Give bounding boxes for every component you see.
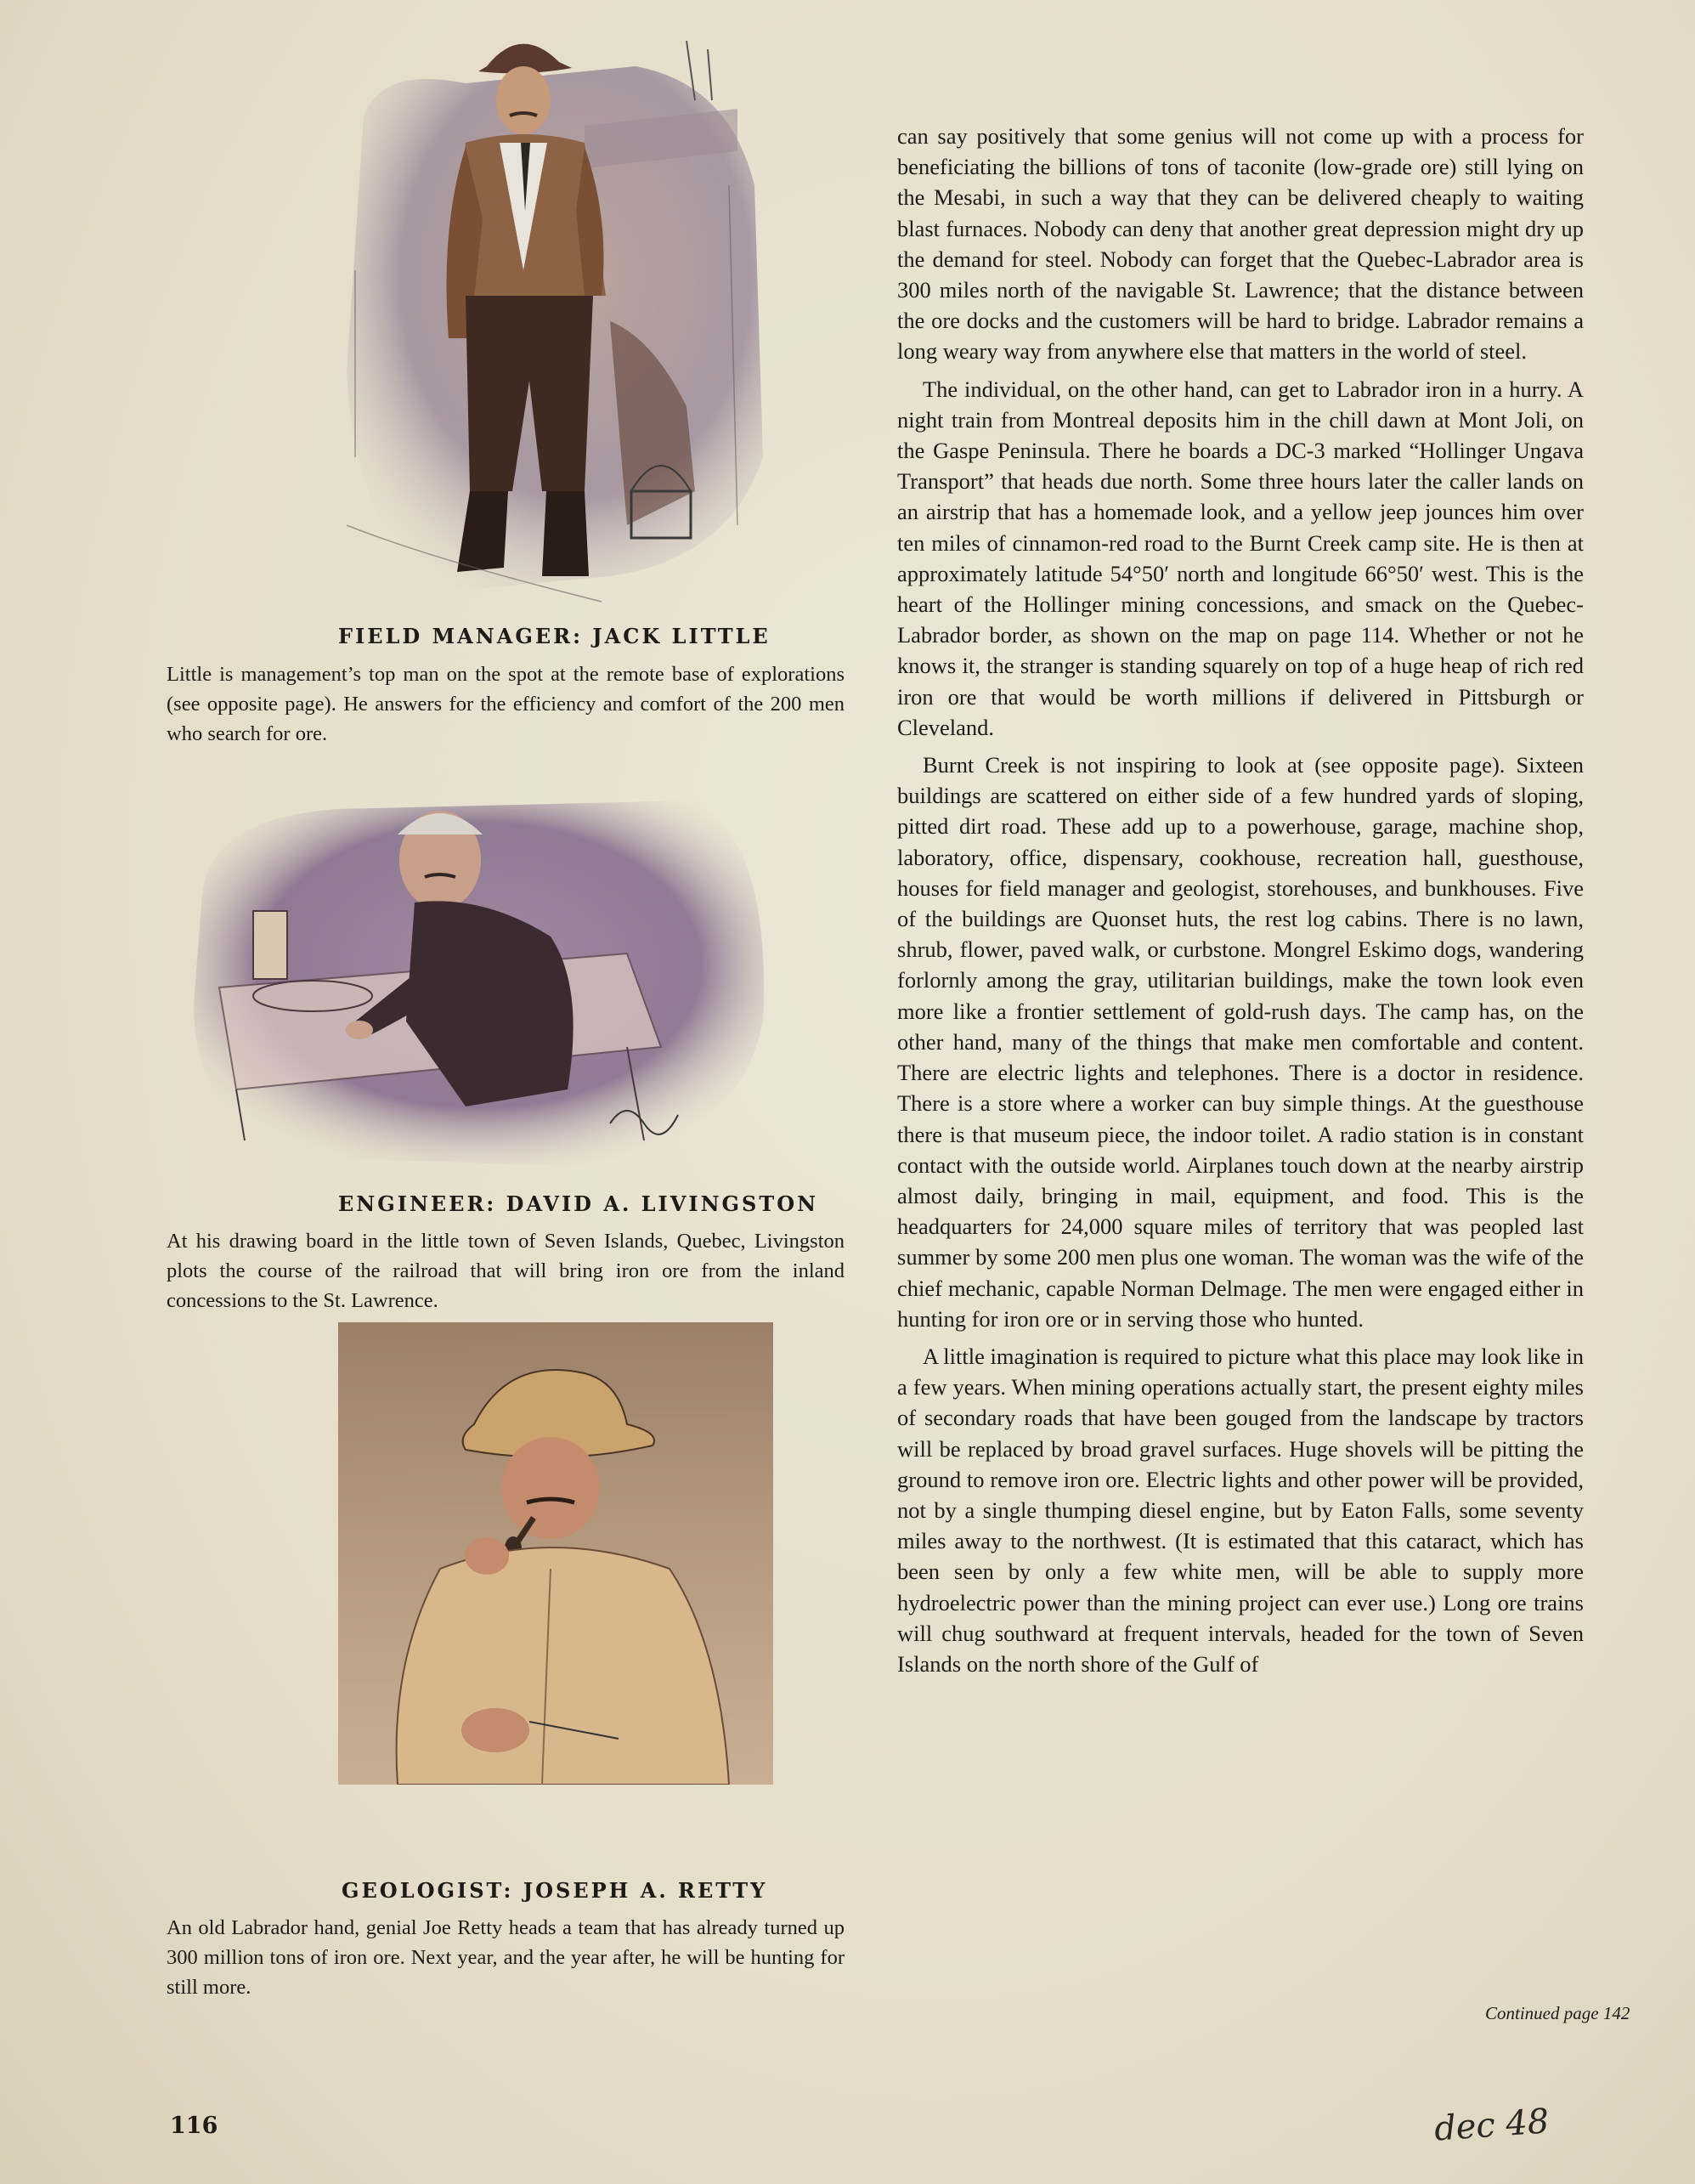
- illustration-engineer: [185, 767, 771, 1174]
- article-body: [897, 121, 1584, 1686]
- article-paragraph: The individual, on the other hand, can get to Labrador iron in a hurry. A night train from Montreal deposits him in the chill dawn at Mont Joli, on the Gaspe Peninsula. There he boards a DC-3 marked “Hollinger Ungava Transport” that heads due north. Some three hours later the caller lands on an airstrip that has a homemade look, and a yellow jeep jounces him over ten miles of cinnamon-red road to the Burnt Creek camp site. He is then at approximately latitude 54°50′ north and longitude 66°50′ west. This is the heart of the Hollinger mining concessions, and smack on the Quebec-Labrador border, as shown on the map on page 114. Whether or not he knows it, the stranger is standing squarely on top of a huge heap of rich red iron ore that would be worth millions if delivered in Pittsburgh or Cleveland.: [897, 376, 1584, 740]
- geologist-sketch: [338, 1322, 773, 1785]
- illustration-geologist: [338, 1322, 773, 1785]
- handwritten-note: dec 48: [1432, 2102, 1551, 2149]
- engineer-sketch: [185, 767, 771, 1174]
- article-paragraph: Burnt Creek is not inspiring to look at (see opposite page). Sixteen buildings are scattered on either side of a few hundred yards of sloping, pitted dirt road. These add up to a powerhouse, garage, machine shop, laboratory, office, dispensary, cookhouse, recreation hall, guesthouse, houses for field manager and geologist, storehouses, and bunkhouses. Five of the buildings are Quonset huts, the rest log cabins. There is no lawn, shrub, flower, paved walk, or curbstone. Mongrel Eskimo dogs, wandering forlornly among the gray, utilitarian buildings, make the town look even more like a frontier settlement of gold-rush days. The camp has, on the other hand, many of the things that make men comfortable and content. There are electric lights and telephones. There is a doctor in residence. There is a store where a worker can buy simple things. At the guesthouse there is that museum piece, the indoor toilet. A radio station is in constant contact with the outside world. Airplanes touch down at the nearby airstrip almost daily, bringing in mail, equipment, and food. This is the headquarters for 24,000 square miles of territory that was peopled last summer by some 200 men plus one woman. The woman was the wife of the chief mechanic, capable Norman Delmage. The men were engaged either in hunting for iron ore or in serving those who hunted.: [897, 752, 1584, 1332]
- article-paragraph: can say positively that some genius will not come up with a process for beneficiating the billions of tons of taconite (low-grade ore) still lying on the Mesabi, in such a way that they can be delivered cheaply to waiting blast furnaces. Nobody can deny that another great depression might dry up the demand for steel. Nobody can forget that the Quebec-Labrador area is 300 miles north of the navigable St. Lawrence; that the distance between the ore docks and the customers will be hard to bridge. Labrador remains a long weary way from anywhere else that matters in the world of steel.: [897, 123, 1584, 365]
- caption-body-engineer: At his drawing board in the little town of Seven Islands, Quebec, Livingston plots the course of the railroad that will bring iron ore from the inland concessions to the St. Lawrence.: [167, 1230, 845, 1312]
- caption-body-geologist: An old Labrador hand, genial Joe Retty heads a team that has already turned up 300 million tons of iron ore. Next year, and the year after, he will be hunting for still more.: [167, 1916, 845, 1999]
- illustration-field-manager: [330, 15, 771, 620]
- caption-body-field-manager: Little is management’s top man on the spot at the remote base of explorations (see opposite page). He answers for the efficiency and comfort of the 200 men who search for ore.: [167, 663, 845, 745]
- caption-title-field-manager: FIELD MANAGER: JACK LITTLE: [338, 624, 771, 648]
- page-number: 116: [170, 2113, 218, 2139]
- continued-note: Continued page 142: [1485, 2003, 1630, 2023]
- caption-title-engineer: ENGINEER: DAVID A. LIVINGSTON: [338, 1191, 819, 1216]
- caption-title-geologist: GEOLOGIST: JOSEPH A. RETTY: [342, 1878, 768, 1903]
- field-manager-sketch: [330, 15, 771, 620]
- article-paragraph: A little imagination is required to picture what this place may look like in a few years. When mining operations actually start, the present eighty miles of secondary roads that have been gouged from the landscape by tractors will be replaced by broad gravel surfaces. Huge shovels will be pitting the ground to remove iron ore. Electric lights and other power will be provided, not by a single thumping diesel engine, but by Eaton Falls, some seventy miles away to the northwest. (It is estimated that this cataract, which has been seen by only a few white men, will be able to supply more hydroelectric power than the mining project can ever use.) Long ore trains will chug southward at frequent intervals, headed for the town of Seven Islands on the north shore of the Gulf of: [897, 1343, 1584, 1677]
